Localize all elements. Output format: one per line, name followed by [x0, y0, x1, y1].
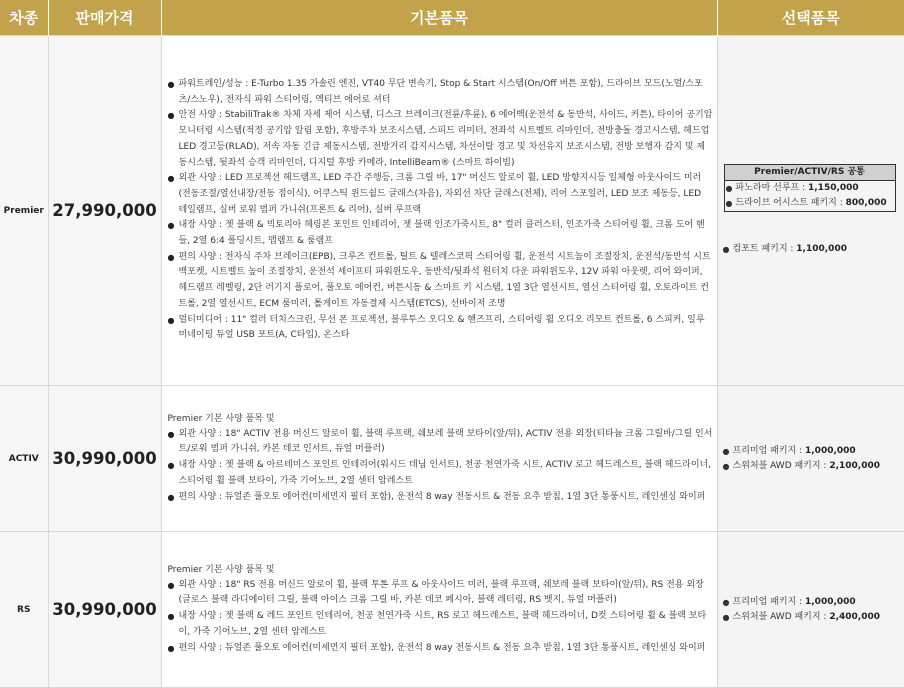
feature-item: ● 편의 사양 : 듀얼존 풀오토 에어컨(미세먼지 필터 포함), 운전석 8 way 전동시트 & 전동 요추 받침, 1열 3단 통풍시트, 레인센싱 와이퍼 — [168, 490, 713, 506]
table-row-activ — [0, 386, 904, 532]
header-basic-items: 기본품목 — [161, 0, 717, 36]
common-package-title: Premier/ACTIV/RS 공통 — [725, 165, 895, 181]
basic-items-cell — [161, 36, 717, 386]
option-name: 컴포트 패키지 : — [732, 244, 794, 254]
feature-item: ● 멀티미디어 : 11" 컬러 터치스크린, 무선 폰 프로젝션, 블루투스 오디오 & 핸즈프리, 스티어링 휠 오디오 리모트 컨트롤, 6 스피커, 일루미네이팅 듀얼 USB 포트(A, C타입), 온스타 — [168, 313, 713, 344]
option-item — [722, 242, 895, 257]
feature-item: ● 파워트레인/성능 : E-Turbo 1.35 가솔린 엔진, VT40 무단 변속기, Stop & Start 시스템(On/Off 버튼 포함), 드라이브 모드(노멀/스포츠/스노우), 전자식 파워 스티어링, 액티브 에어로 셔터 — [168, 77, 713, 108]
feature-item: ● 외관 사양 : 18" RS 전용 머신드 알로이 휠, 블랙 투톤 루프 & 아웃사이드 미러, 블랙 루프랙, 쉐보레 블랙 보타이(앞/뒤), RS 전용 외장(글로스 블랙 라디에이터 그릴, 블랙 아이스 크롬 그릴 바, 카본 데코 페시아, 블랙 레터링, RS 뱃지, 듀얼 머플러) — [168, 578, 713, 609]
option-price: 1,000,000 — [805, 596, 856, 607]
feature-item: ● 편의 사양 : 듀얼존 풀오토 에어컨(미세먼지 필터 포함), 운전석 8 way 전동시트 & 전동 요추 받침, 1열 3단 통풍시트, 레인센싱 와이퍼 — [168, 641, 713, 657]
option-item — [722, 610, 895, 625]
option-name: 파노라마 선루프 : — [735, 183, 806, 193]
basic-items-cell — [161, 386, 717, 532]
feature-item: ● 내장 사양 : 젯 블랙 & 아르테미스 포인트 인테리어(워시드 데님 인서트), 천공 천연가죽 시트, ACTIV 로고 헤드레스트, 블랙 헤드라이너, 스티어링 휠 블랙 보타이, 가죽 기어노브, 2열 센터 암레스트 — [168, 458, 713, 489]
trim-name: ACTIV — [0, 386, 48, 532]
header-trim: 차종 — [0, 0, 48, 36]
option-name: 프리미엄 패키지 : — [732, 445, 803, 456]
option-list — [722, 444, 895, 474]
trim-price: 30,990,000 — [48, 532, 161, 688]
trim-name: RS — [0, 532, 48, 688]
option-price: 800,000 — [845, 198, 887, 208]
table-row-premier — [0, 36, 904, 386]
feature-item: ● 내장 사양 : 젯 블랙 & 레드 포인트 인테리어, 천공 천연가죽 시트, RS 로고 헤드레스트, 블랙 헤드라이너, D컷 스티어링 휠 & 블랙 보타이, 가죽 기어노브, 2열 센터 암레스트 — [168, 609, 713, 640]
feature-item: ● 내장 사양 : 젯 블랙 & 빅토리아 헤링본 포인트 인테리어, 젯 블랙 인조가죽시트, 8" 컬러 클러스터, 인조가죽 스티어링 휠, 크롬 도어 핸들, 2열 6:4 폴딩시트, 맵램프 & 룸램프 — [168, 218, 713, 249]
option-item — [722, 595, 895, 610]
option-price: 1,150,000 — [808, 183, 859, 193]
option-name: 드라이브 어시스트 패키지 : — [735, 198, 843, 208]
trim-name: Premier — [0, 36, 48, 386]
feature-item: ● 안전 사양 : StabiliTrak® 차체 자세 제어 시스템, 디스크 브레이크(전륜/후륜), 6 에어백(운전석 & 동반석, 사이드, 커튼), 타이어 공기압 모니터링 시스템(적정 공기압 알림 포함), 후방주차 보조시스템, 스피드 리미터, 전좌석 시트벨트 리마인더, 전방충돌 경고시스템, 헤드업 LED 경고등(RLAD), 저속 자동 긴급 제동시스템, 전방거리 감지시스템, 차선이탈 경고 및 차선유지 보조시스템, 전방 보행자 감지 및 제동시스템, 뒷좌석 승객 리마인더, 디지털 후방 카메라, IntelliBeam® (스마트 하이빔) — [168, 108, 713, 171]
feature-item: ● 편의 사양 : 전자식 주차 브레이크(EPB), 크루즈 컨트롤, 틸트 & 텔레스코픽 스티어링 휠, 운전석 시트높이 조절장치, 운전석/동반석 시트 백포켓, 시트벨트 높이 조절장치, 운전석 세이프티 파워윈도우, 동반석/뒷좌석 원터치 다운 파워윈도우, 12V 파워 아웃렛, 리어 와이퍼, 헤드램프 레벨링, 2단 러기지 플로어, 풀오토 에어컨, 버튼시동 & 스마트 키 시스템, 1열 3단 열선시트, 열선 스티어링 휠, 오토라이트 컨트롤, 2열 열선시트, ECM 룸미러, 톨게이트 자동결제 시스템(ETCS), 선바이저 조명 — [168, 250, 713, 313]
common-package-list — [725, 181, 895, 211]
option-name: 프리미엄 패키지 : — [732, 596, 803, 607]
feature-list — [168, 77, 713, 344]
option-price: 1,100,000 — [796, 244, 847, 254]
feature-list — [168, 578, 713, 657]
basic-items-cell — [161, 532, 717, 688]
table-row-rs — [0, 532, 904, 688]
feature-item: ● 외관 사양 : LED 프로젝션 헤드램프, LED 주간 주행등, 크롬 그릴 바, 17" 머신드 알로이 휠, LED 방향지시등 일체형 아웃사이드 미러(전동조절/열선내장/전동 접이식), 어쿠스틱 윈드쉴드 글래스(차음), 자외선 차단 글래스(전체), 리어 스포일러, LED 보조 제동등, LED 테일램프, 실버 로워 범퍼 가니쉬(프론트 & 리어), 실버 루프랙 — [168, 171, 713, 218]
trim-price: 27,990,000 — [48, 36, 161, 386]
header-price: 판매가격 — [48, 0, 161, 36]
common-package-box — [724, 164, 896, 212]
option-name: 스위처블 AWD 패키지 : — [732, 460, 827, 471]
base-spec-note: Premier 기본 사양 품목 및 — [167, 413, 275, 424]
option-price: 2,400,000 — [829, 611, 881, 622]
option-list — [722, 595, 895, 625]
option-item — [725, 181, 895, 196]
options-cell — [717, 532, 904, 688]
header-options: 선택품목 — [717, 0, 904, 36]
option-item — [722, 444, 895, 459]
options-cell — [717, 36, 904, 386]
options-cell — [717, 386, 904, 532]
option-item — [722, 459, 895, 474]
option-price: 1,000,000 — [805, 445, 856, 456]
feature-list — [168, 427, 713, 506]
option-item — [725, 196, 895, 211]
trim-price: 30,990,000 — [48, 386, 161, 532]
base-spec-note: Premier 기본 사양 품목 및 — [167, 564, 275, 575]
option-price: 2,100,000 — [829, 460, 881, 471]
option-list — [722, 242, 895, 257]
header-row — [0, 0, 904, 36]
option-name: 스위처블 AWD 패키지 : — [732, 611, 827, 622]
feature-item: ● 외관 사양 : 18" ACTIV 전용 머신드 알로이 휠, 블랙 루프랙, 쉐보레 블랙 보타이(앞/뒤), ACTIV 전용 외장(티타늄 크롬 그릴바/그릴 인서트/로워 범퍼 가니쉬, 카본 데코 인서트, 듀얼 머플러) — [168, 427, 713, 458]
